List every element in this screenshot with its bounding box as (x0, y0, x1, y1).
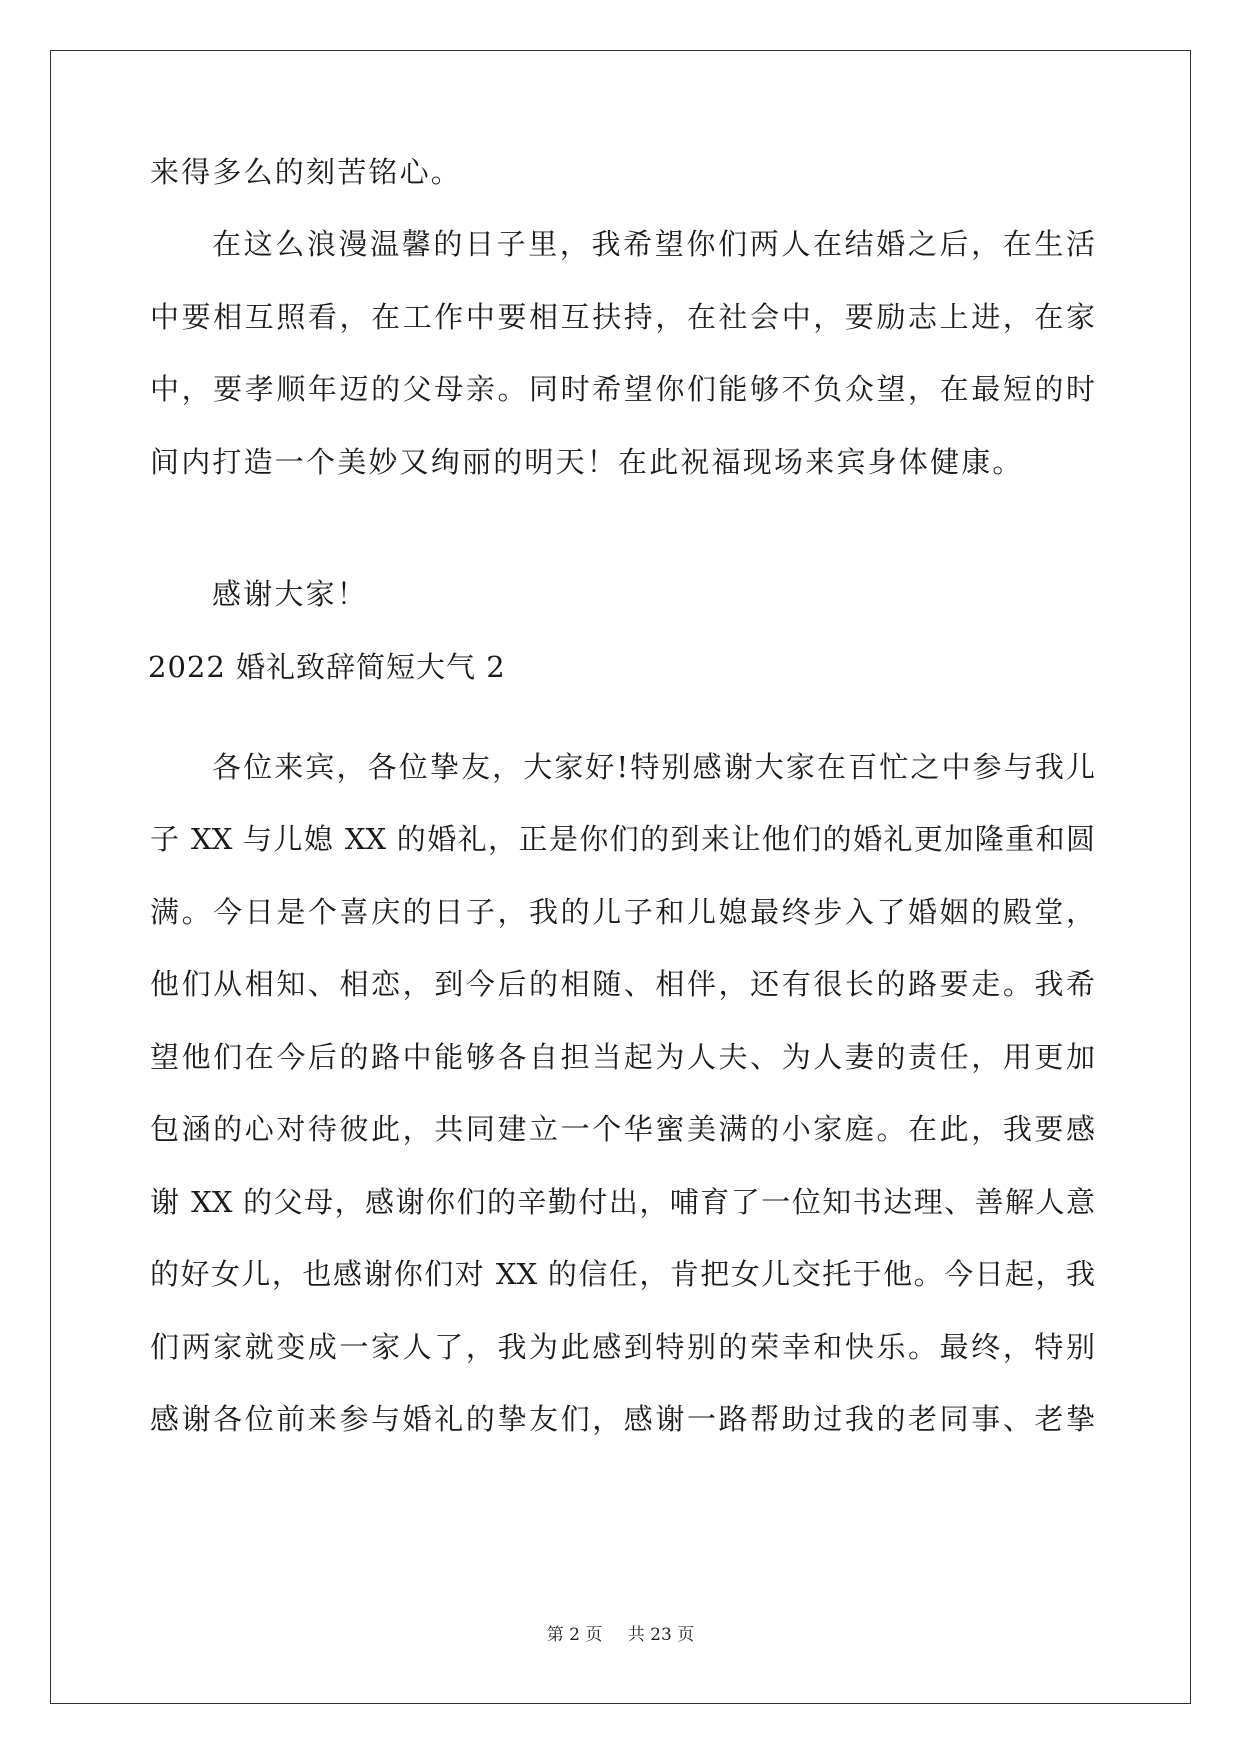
text-line-4: 中，要孝顺年迈的父母亲。同时希望你们能够不负众望，在最短的时 (150, 372, 1095, 406)
text-line-3: 中要相互照看，在工作中要相互扶持，在社会中，要励志上进，在家 (150, 300, 1095, 334)
text-line-13: 谢 XX 的父母，感谢你们的辛勤付出，哺育了一位知书达理、善解人意 (150, 1185, 1095, 1219)
text-line-8: 子 XX 与儿媳 XX 的婚礼，正是你们的到来让他们的婚礼更加隆重和圆 (150, 822, 1095, 856)
text-line-14: 的好女儿，也感谢你们对 XX 的信任，肯把女儿交托于他。今日起，我 (150, 1257, 1095, 1291)
page-total: 共 23 页 (627, 1625, 695, 1645)
section-heading: 2022 婚礼致辞简短大气 2 (148, 650, 506, 684)
text-line-12: 包涵的心对待彼此，共同建立一个华蜜美满的小家庭。在此，我要感 (150, 1112, 1095, 1146)
page-number: 第 2 页 (546, 1625, 603, 1645)
text-line-1: 来得多么的刻苦铭心。 (150, 155, 463, 189)
text-line-7: 各位来宾，各位挚友，大家好!特别感谢大家在百忙之中参与我儿 (212, 750, 1095, 784)
text-line-15: 们两家就变成一家人了，我为此感到特别的荣幸和快乐。最终，特别 (150, 1330, 1095, 1364)
text-line-9: 满。今日是个喜庆的日子，我的儿子和儿媳最终步入了婚姻的殿堂， (150, 895, 1095, 929)
page-footer (0, 1620, 1241, 1645)
text-line-5: 间内打造一个美妙又绚丽的明天！在此祝福现场来宾身体健康。 (150, 445, 1024, 479)
text-line-6: 感谢大家！ (212, 577, 369, 611)
text-line-10: 他们从相知、相恋，到今后的相随、相伴，还有很长的路要走。我希 (150, 967, 1095, 1001)
text-line-11: 望他们在今后的路中能够各自担当起为人夫、为人妻的责任，用更加 (150, 1040, 1095, 1074)
text-line-16: 感谢各位前来参与婚礼的挚友们，感谢一路帮助过我的老同事、老挚 (150, 1402, 1095, 1436)
text-line-2: 在这么浪漫温馨的日子里，我希望你们两人在结婚之后，在生活 (212, 227, 1095, 261)
